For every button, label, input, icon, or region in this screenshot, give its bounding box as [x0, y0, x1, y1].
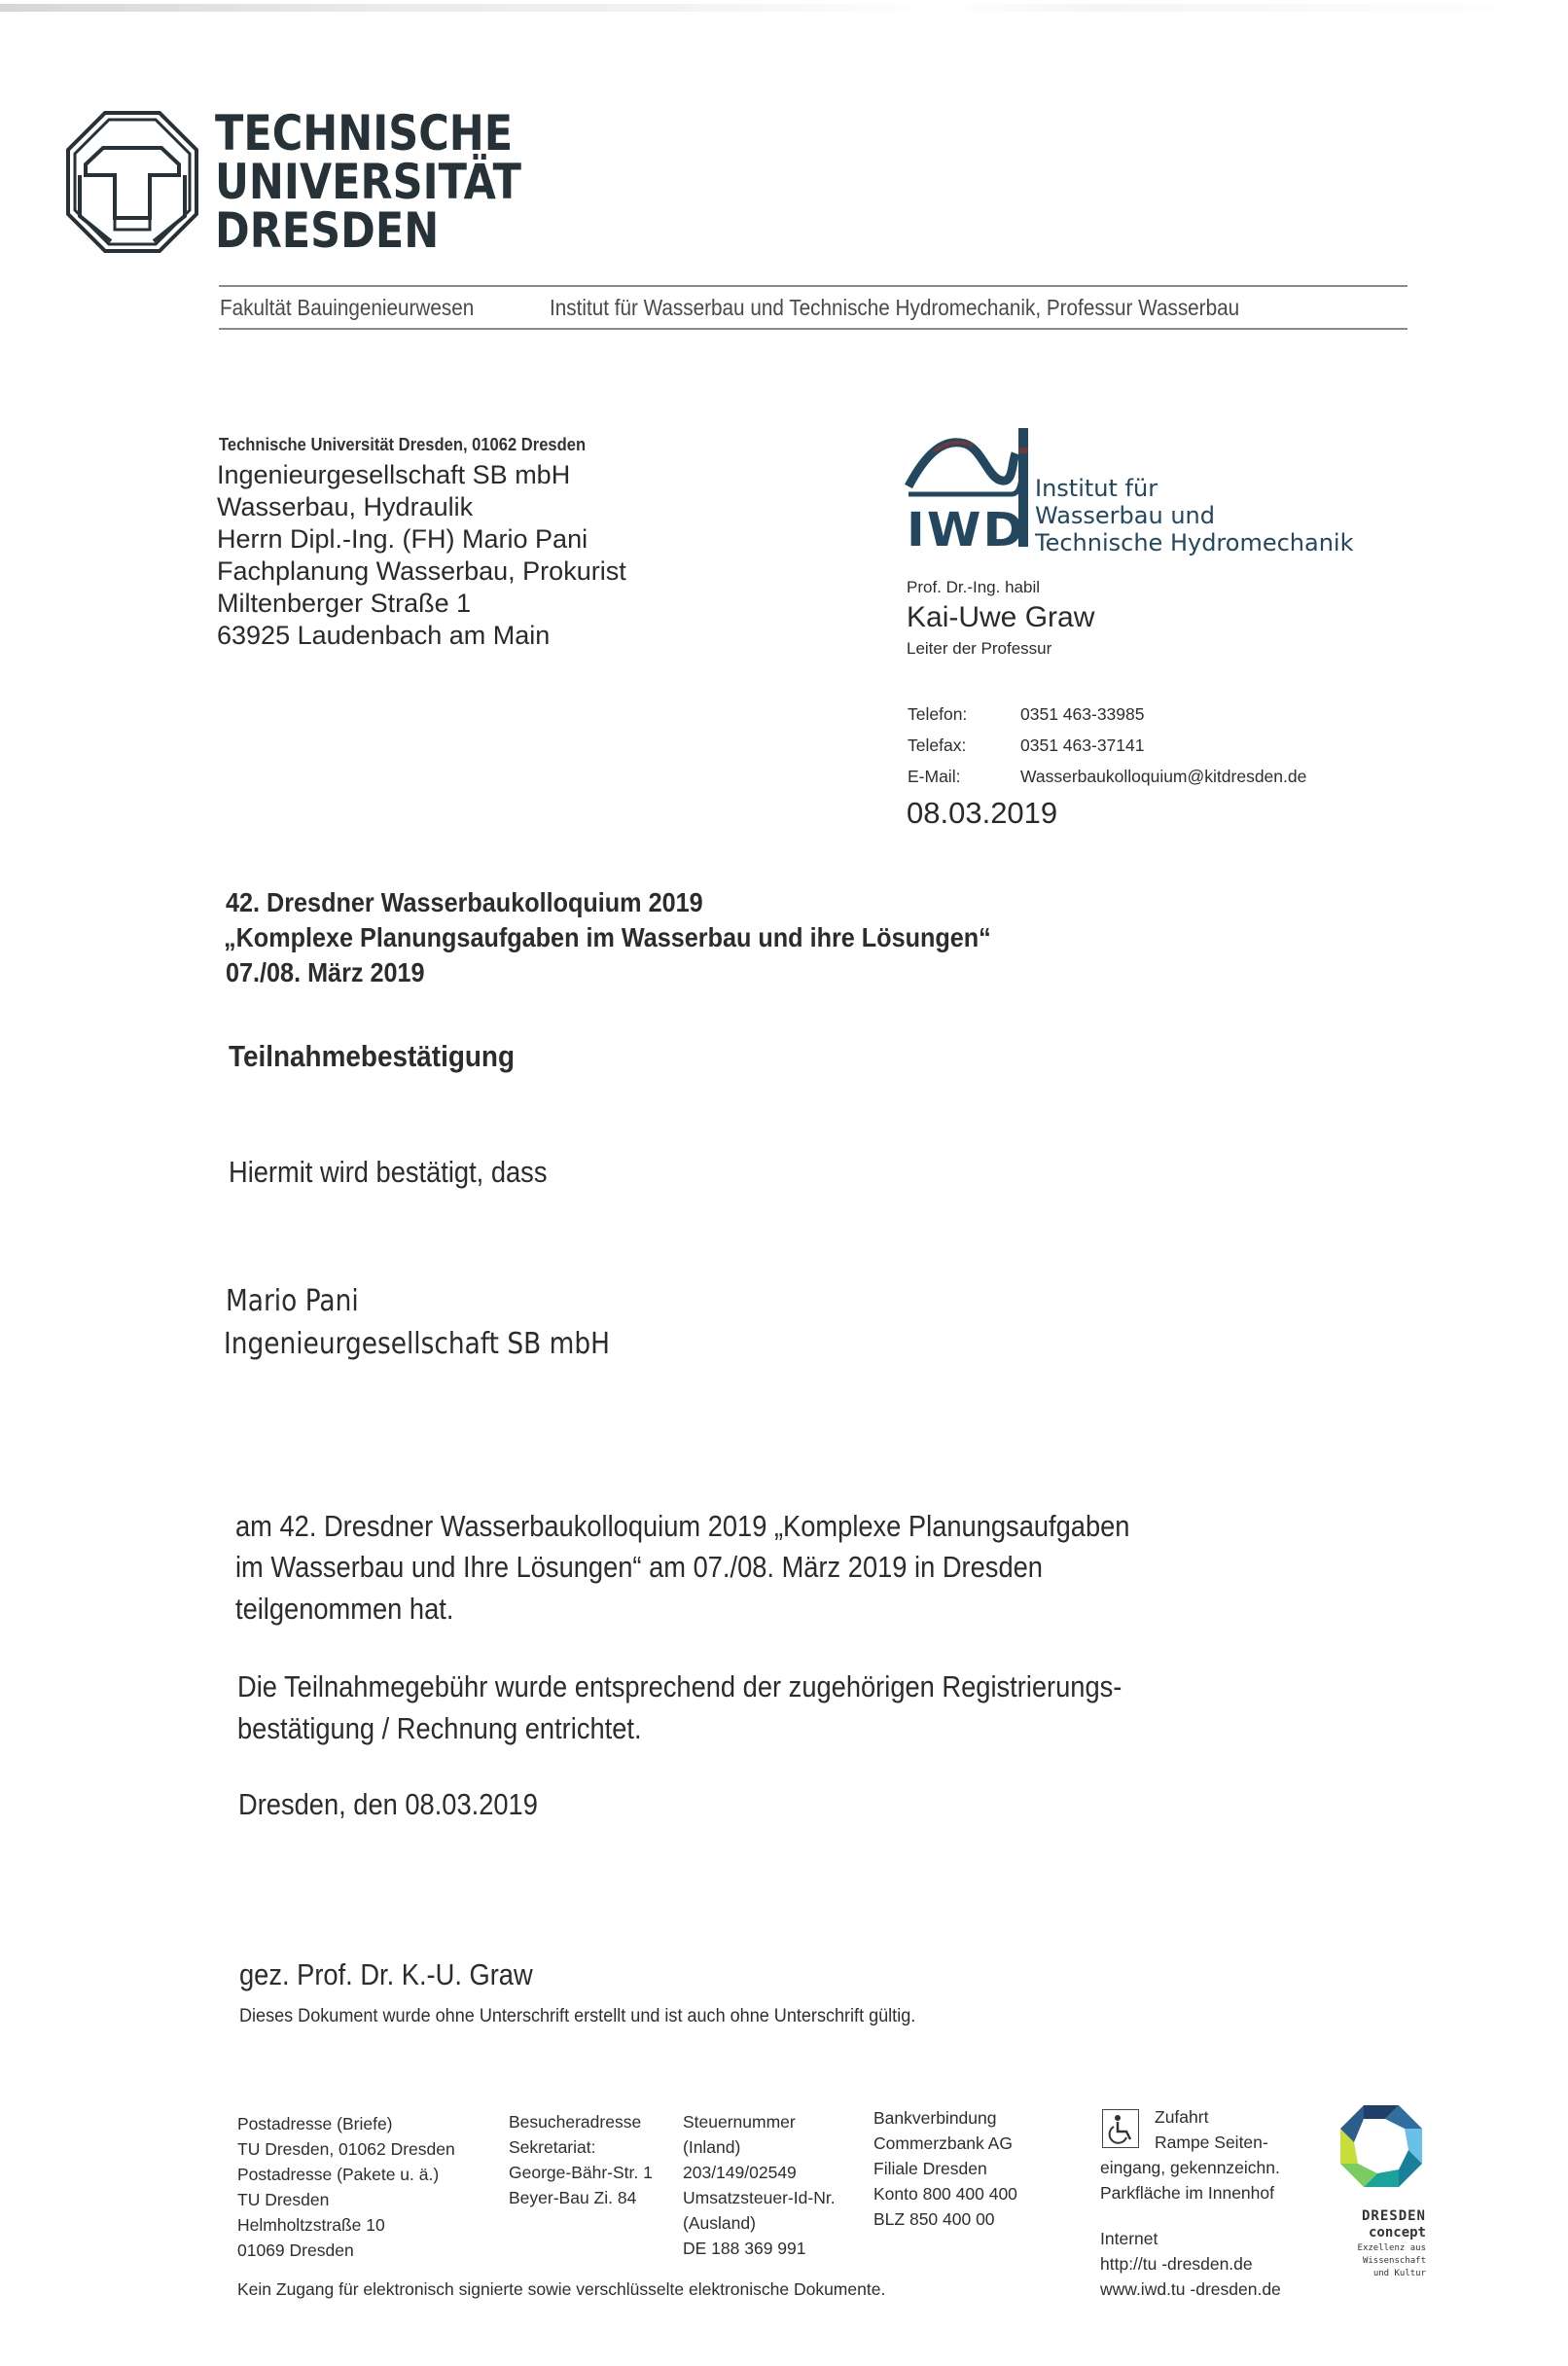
dresden-concept-tagline-1: Exzellenz aus	[1357, 2243, 1426, 2253]
footer-access-details	[1100, 2155, 1280, 2205]
footer-disclaimer: Kein Zugang für elektronisch signierte sowie verschlüsselte elektronische Dokumente.	[237, 2279, 886, 2299]
footer-line: eingang, gekennzeichn.	[1100, 2158, 1280, 2177]
sender-name: Kai-Uwe Graw	[907, 601, 1095, 633]
footer-line: George-Bähr-Str. 1	[509, 2163, 653, 2182]
footer-line: Sekretariat:	[509, 2137, 596, 2157]
footer-link-iwd[interactable]: www.iwd.tu -dresden.de	[1100, 2279, 1281, 2299]
footer-line: 203/149/02549	[683, 2163, 797, 2182]
paragraph2-line-1: Die Teilnahmegebühr wurde entsprechend der zugehörigen Registrierungs-	[237, 1669, 1123, 1703]
address-line: 63925 Laudenbach am Main	[217, 621, 551, 650]
dresden-concept-title: DRESDEN	[1361, 2208, 1426, 2224]
contact-value-fax: 0351 463-37141	[1020, 735, 1145, 755]
footer-line: TU Dresden	[237, 2190, 330, 2209]
tu-logo-line-2: UNIVERSITÄT	[215, 154, 521, 210]
subject-line-1: 42. Dresdner Wasserbaukolloquium 2019	[226, 887, 703, 917]
contact-value-phone[interactable]: 0351 463-33985	[1020, 704, 1145, 724]
iwd-line: Institut für	[1035, 475, 1158, 502]
contact-value-email[interactable]: Wasserbaukolloquium@kitdresden.de	[1020, 767, 1307, 786]
faculty-label: Fakultät Bauingenieurwesen	[220, 295, 475, 320]
address-line: Fachplanung Wasserbau, Prokurist	[217, 556, 626, 586]
sender-role: Leiter der Professur	[907, 639, 1052, 658]
contact-label-phone: Telefon:	[908, 704, 968, 724]
signature-line: gez. Prof. Dr. K.-U. Graw	[239, 1957, 533, 1991]
recipient-address	[217, 459, 626, 652]
document-heading: Teilnahmebestätigung	[229, 1039, 516, 1073]
footer-bank-details	[873, 2105, 1017, 2232]
iwd-line: Wasserbau und	[1035, 502, 1215, 529]
paragraph1-line-1: am 42. Dresdner Wasserbaukolloquium 2019 „Komplexe Planungsaufgaben	[235, 1509, 1130, 1543]
address-line: Miltenberger Straße 1	[217, 589, 472, 618]
contact-label-email: E-Mail:	[908, 767, 961, 786]
return-address: Technische Universität Dresden, 01062 Dresden	[219, 435, 587, 454]
iwd-letters: IWD	[907, 503, 1026, 557]
footer-line: Bankverbindung	[873, 2108, 997, 2128]
sender-title: Prof. Dr.-Ing. habil	[907, 578, 1041, 596]
footer-line: (Ausland)	[683, 2213, 756, 2233]
contact-label-fax: Telefax:	[908, 735, 967, 755]
footer-line: DE 188 369 991	[683, 2239, 806, 2258]
address-line: Wasserbau, Hydraulik	[217, 492, 474, 521]
signature-note: Dieses Dokument wurde ohne Unterschrift erstellt und ist auch ohne Unterschrift gültig.	[239, 2006, 916, 2026]
participant-name: Mario Pani	[226, 1284, 359, 1318]
footer-line: Steuernummer	[683, 2112, 796, 2132]
letter-date: 08.03.2019	[907, 796, 1058, 830]
iwd-line: Technische Hydromechanik	[1035, 529, 1354, 556]
subject-line-2: „Komplexe Planungsaufgaben im Wasserbau und ihre Lösungen“	[224, 922, 991, 952]
footer-line: Postadresse (Briefe)	[237, 2114, 393, 2133]
footer-line: (Inland)	[683, 2137, 741, 2157]
footer-postal-address	[237, 2111, 455, 2263]
footer-line: BLZ 850 400 00	[873, 2209, 995, 2229]
subject-line-3: 07./08. März 2019	[226, 957, 425, 987]
footer-line: Umsatzsteuer-Id-Nr.	[683, 2188, 836, 2207]
footer-line: Beyer-Bau Zi. 84	[509, 2188, 637, 2207]
address-line: Herrn Dipl.-Ing. (FH) Mario Pani	[217, 524, 588, 554]
paragraph2-line-2: bestätigung / Rechnung entrichtet.	[237, 1711, 642, 1745]
dresden-concept-subtitle: concept	[1368, 2225, 1426, 2241]
dresden-concept-tagline-3: und Kultur	[1372, 2269, 1426, 2278]
header-bottom-rule	[219, 328, 1408, 330]
tu-logo-line-1: TECHNISCHE	[215, 105, 514, 161]
wheelchair-icon	[1102, 2109, 1139, 2148]
footer-link-tu[interactable]: http://tu -dresden.de	[1100, 2254, 1253, 2274]
footer-line: Konto 800 400 400	[873, 2184, 1017, 2204]
header-top-rule	[219, 285, 1408, 287]
footer-line: Postadresse (Pakete u. ä.)	[237, 2165, 440, 2184]
footer-line: Besucheradresse	[509, 2112, 642, 2132]
address-line: Ingenieurgesellschaft SB mbH	[217, 460, 571, 489]
paragraph1-line-2: im Wasserbau und Ihre Lösungen“ am 07./08. März 2019 in Dresden	[235, 1550, 1043, 1584]
footer-line: TU Dresden, 01062 Dresden	[237, 2139, 455, 2159]
dresden-concept-emblem-icon	[1336, 2101, 1426, 2191]
footer-line: Internet	[1100, 2229, 1158, 2248]
institute-label: Institut für Wasserbau und Technische Hydromechanik, Professur Wasserbau	[550, 295, 1240, 320]
footer-line: Filiale Dresden	[873, 2159, 987, 2178]
footer-visitor-address	[509, 2109, 653, 2210]
footer-line: Parkfläche im Innenhof	[1100, 2183, 1274, 2203]
place-date: Dresden, den 08.03.2019	[238, 1787, 538, 1821]
footer-access-title	[1155, 2104, 1268, 2155]
footer-line: Commerzbank AG	[873, 2133, 1013, 2153]
tu-logo-line-3: DRESDEN	[215, 202, 440, 259]
footer-tax-info	[683, 2109, 836, 2261]
footer-line: Helmholtzstraße 10	[237, 2215, 385, 2235]
footer-line: 01069 Dresden	[237, 2241, 354, 2260]
iwd-institute-name	[1035, 475, 1353, 556]
participant-company: Ingenieurgesellschaft SB mbH	[224, 1327, 610, 1361]
paragraph1-line-3: teilgenommen hat.	[235, 1592, 454, 1626]
footer-internet	[1100, 2226, 1281, 2302]
footer-line: Zufahrt	[1155, 2107, 1209, 2127]
scan-edge-shadow	[0, 4, 1568, 12]
dresden-concept-tagline-2: Wissenschaft	[1362, 2256, 1426, 2266]
tu-octagon-emblem-icon	[66, 111, 198, 253]
footer-line: Rampe Seiten-	[1155, 2133, 1268, 2152]
intro-text: Hiermit wird bestätigt, dass	[229, 1155, 548, 1189]
